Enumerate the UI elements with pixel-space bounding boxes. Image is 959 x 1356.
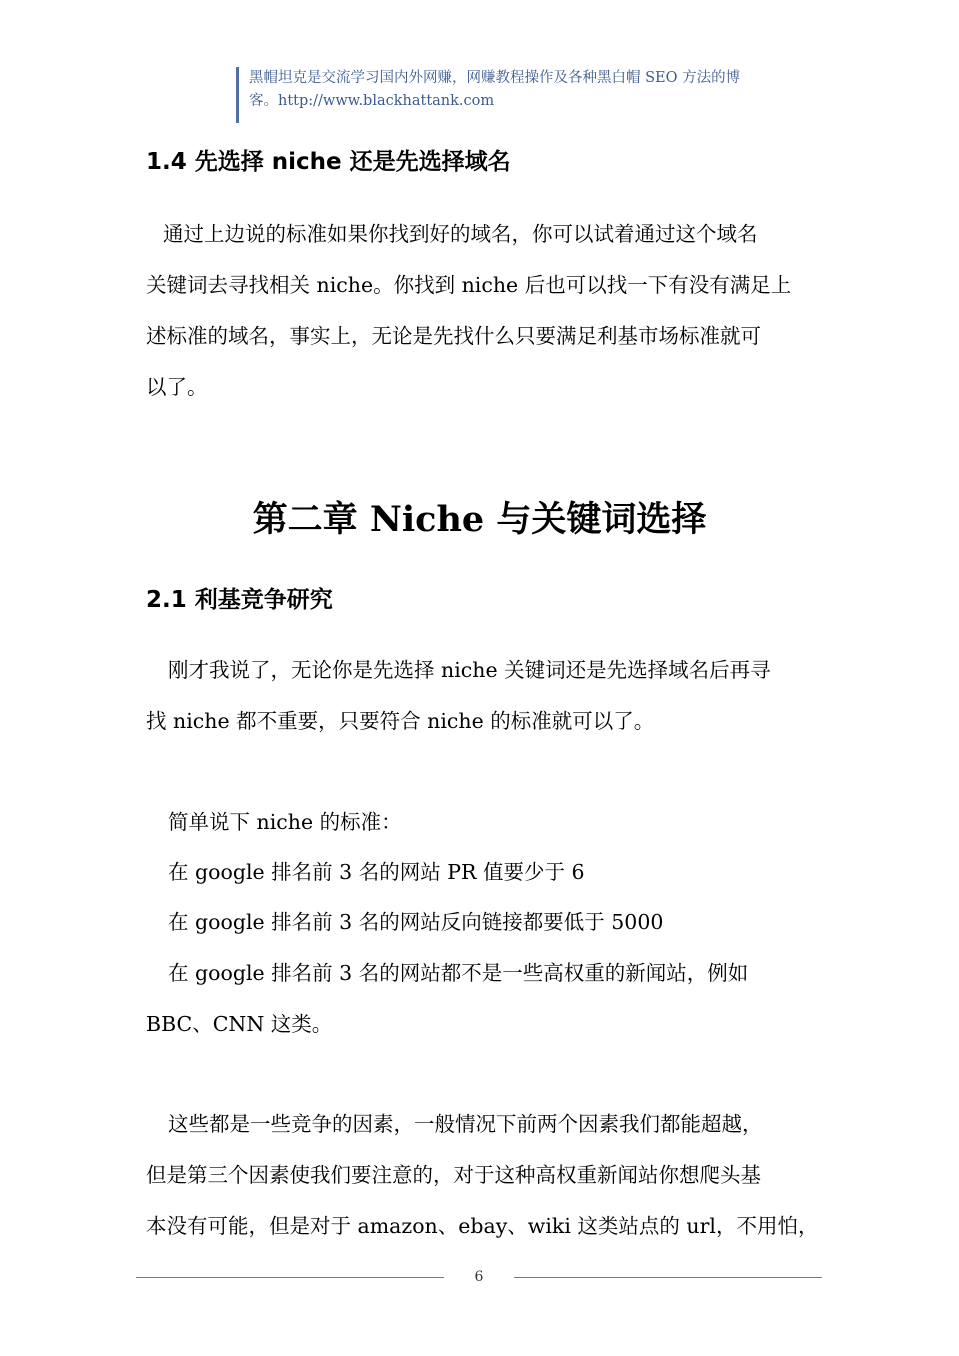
- footer-rule-left: [136, 1277, 444, 1278]
- paragraph-line: 找 niche 都不重要，只要符合 niche 的标准就可以了。: [146, 709, 655, 733]
- section-1-4-paragraph: [146, 209, 816, 413]
- page-footer: [0, 1266, 959, 1290]
- criteria-item: 在 google 排名前 3 名的网站反向链接都要低于 5000: [168, 910, 664, 934]
- page-number: 6: [474, 1269, 484, 1285]
- paragraph-line: 但是第三个因素使我们要注意的，对于这种高权重新闻站你想爬头基: [146, 1163, 761, 1187]
- section-2-1-heading: 2.1 利基竞争研究: [146, 587, 333, 613]
- chapter-2-heading: 第二章 Niche 与关键词选择: [252, 499, 707, 540]
- section-2-1-paragraph-2: [146, 1099, 819, 1252]
- criteria-item: 在 google 排名前 3 名的网站 PR 值要少于 6: [168, 860, 585, 884]
- paragraph-line: 通过上边说的标准如果你找到好的域名，你可以试着通过这个域名: [163, 222, 758, 246]
- header-note-line1: 黑帽坦克是交流学习国内外网赚，网赚教程操作及各种黑白帽 SEO 方法的博: [249, 70, 741, 86]
- criteria-intro: 简单说下 niche 的标准：: [168, 810, 402, 834]
- paragraph-line: BBC、CNN 这类。: [146, 1012, 333, 1036]
- paragraph-line: 以了。: [146, 375, 208, 399]
- header-note: [236, 67, 826, 123]
- header-note-line2: 客。http://www.blackhattank.com: [249, 93, 495, 109]
- criteria-item-3: [146, 948, 816, 1050]
- section-1-4-heading: 1.4 先选择 niche 还是先选择域名: [146, 149, 511, 175]
- paragraph-line: 本没有可能，但是对于 amazon、ebay、wiki 这类站点的 url，不用怕，: [146, 1214, 819, 1238]
- paragraph-line: 这些都是一些竞争的因素，一般情况下前两个因素我们都能超越，: [168, 1112, 763, 1136]
- paragraph-line: 在 google 排名前 3 名的网站都不是一些高权重的新闻站，例如: [168, 961, 749, 985]
- footer-rule-right: [514, 1277, 822, 1278]
- paragraph-line: 关键词去寻找相关 niche。你找到 niche 后也可以找一下有没有满足上: [146, 273, 792, 297]
- section-2-1-paragraph-1: [146, 645, 816, 747]
- paragraph-line: 刚才我说了，无论你是先选择 niche 关键词还是先选择域名后再寻: [168, 658, 771, 682]
- paragraph-line: 述标准的域名，事实上，无论是先找什么只要满足利基市场标准就可: [146, 324, 761, 348]
